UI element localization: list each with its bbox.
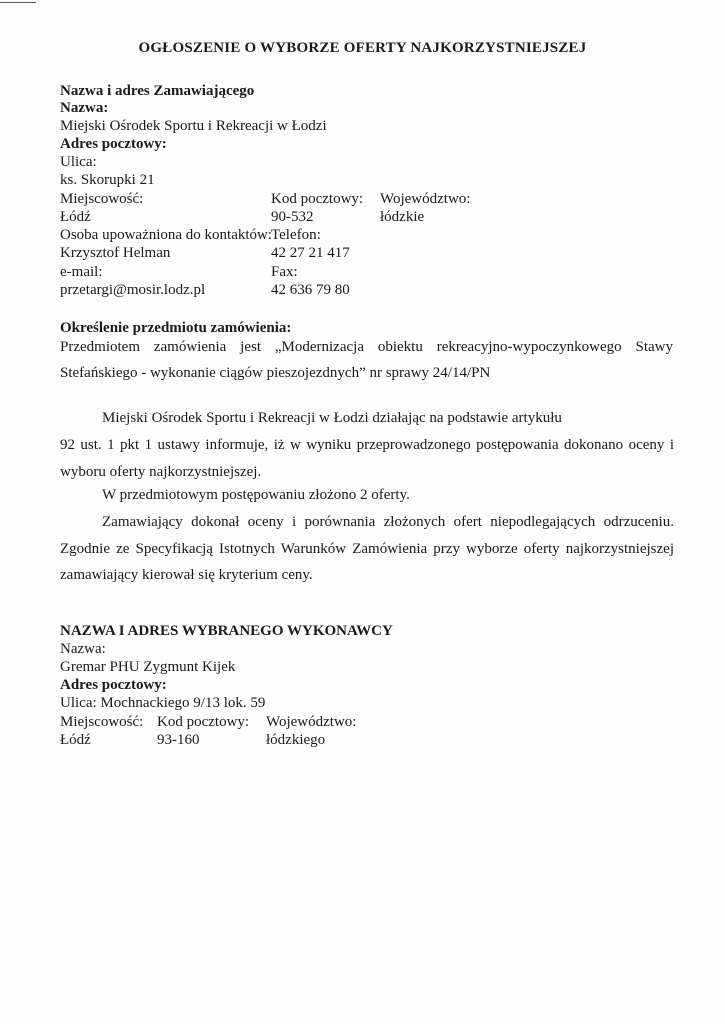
contracting-city: Łódź — [60, 209, 91, 225]
subject-heading: Określenie przedmiotu zamówienia: — [60, 320, 292, 336]
contractor-postal: 93-160 — [157, 732, 200, 748]
contractor-name: Gremar PHU Zygmunt Kijek — [60, 659, 236, 675]
scan-edge-line — [0, 2, 36, 3]
fax-number: 42 636 79 80 — [271, 282, 350, 298]
contractor-street: Ulica: Mochnackiego 9/13 lok. 59 — [60, 695, 266, 711]
contractor-heading: NAZWA I ADRES WYBRANEGO WYKONAWCY — [60, 623, 393, 639]
subject-line-1: Przedmiotem zamówienia jest „Modernizacja obiektu rekreacyjno-wypoczynkowego Stawy — [60, 339, 673, 355]
contractor-address-label: Adres pocztowy: — [60, 677, 167, 693]
contracting-region-label: Województwo: — [380, 191, 471, 207]
contractor-city-label: Miejscowość: — [60, 714, 144, 730]
contractor-city: Łódź — [60, 732, 91, 748]
email-label: e-mail: — [60, 264, 103, 280]
contracting-street: ks. Skorupki 21 — [60, 172, 155, 188]
subject-line-2: Stefańskiego - wykonanie ciągów pieszojezdnych” nr sprawy 24/14/PN — [60, 365, 491, 381]
paragraph-2: W przedmiotowym postępowaniu złożono 2 oferty. — [102, 487, 410, 503]
paragraph-3: Zamawiający dokonał oceny i porównania złożonych ofert niepodlegających odrzuceniu. Zgodnie ze Specyfikacją Istotnych Warunków Zamówienia przy wyborze oferty najkorzystniejszej zamawiający kierował się kryterium ceny. — [60, 514, 674, 583]
contracting-address-label: Adres pocztowy: — [60, 136, 167, 152]
contracting-street-label: Ulica: — [60, 154, 97, 170]
contracting-name: Miejski Ośrodek Sportu i Rekreacji w Łodzi — [60, 118, 327, 134]
phone-label: Telefon: — [271, 227, 321, 243]
contracting-region: łódzkie — [380, 209, 425, 225]
contractor-name-label: Nazwa: — [60, 641, 106, 657]
email-address: przetargi@mosir.lodz.pl — [60, 282, 206, 298]
contact-person-label: Osoba upoważniona do kontaktów: — [60, 227, 273, 243]
contracting-name-label: Nazwa: — [60, 100, 109, 116]
fax-label: Fax: — [271, 264, 298, 280]
paragraph-1-first-line: Miejski Ośrodek Sportu i Rekreacji w Łodzi działając na podstawie artykułu — [102, 410, 562, 426]
contracting-heading: Nazwa i adres Zamawiającego — [60, 83, 255, 99]
page-title: OGŁOSZENIE O WYBORZE OFERTY NAJKORZYSTNIEJSZEJ — [138, 40, 587, 56]
contracting-postal-label: Kod pocztowy: — [271, 191, 364, 207]
phone-number: 42 27 21 417 — [271, 245, 350, 261]
contractor-region: łódzkiego — [266, 732, 326, 748]
contracting-postal: 90-532 — [271, 209, 314, 225]
contractor-postal-label: Kod pocztowy: — [157, 714, 250, 730]
contracting-city-label: Miejscowość: — [60, 191, 144, 207]
contact-person: Krzysztof Helman — [60, 245, 171, 261]
paragraph-1-rest: 92 ust. 1 pkt 1 ustawy informuje, iż w wyniku przeprowadzonego postępowania dokonano oceny i wyboru oferty najkorzystniejszej. — [60, 437, 674, 480]
contractor-region-label: Województwo: — [266, 714, 357, 730]
